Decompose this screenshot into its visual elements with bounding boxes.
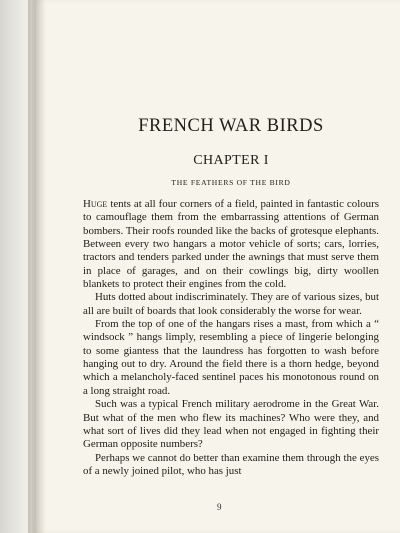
- paragraph-lead-word: Huge: [83, 198, 108, 210]
- chapter-number: CHAPTER I: [193, 153, 269, 168]
- paragraph-3: [83, 318, 379, 398]
- paragraph-text: Perhaps we cannot do better than examine them through the eyes of a newly joined pilot, who has just: [83, 451, 379, 477]
- paragraph-4: [83, 398, 379, 451]
- book-page: [34, 0, 400, 533]
- book-title: FRENCH WAR BIRDS: [138, 116, 324, 136]
- paragraph-2: [83, 291, 379, 318]
- paragraph-text: From the top of one of the hangars rises a mast, from which a “ windsock ” hangs limply, resembling a piece of lingerie belonging to some giantess that the laundress has forgotten to wash before hanging out to dry. Around the field there is a thorn hedge, beyond which a melancholy-faced sentinel paces his monotonous round on a long straight road.: [83, 318, 379, 397]
- paragraph-1: [83, 198, 379, 291]
- paragraph-text: Such was a typical French military aerodrome in the Great War. But what of the men who flew its machines? Who were they, and what sort of lives did they lead when not engaged in fighting their German opposite numbers?: [83, 398, 379, 451]
- paragraph-text: tents at all four corners of a field, painted in fantastic colours to camouflage them from the embarrassing attentions of German bombers. Their roofs rounded like the backs of grotesque elephants. Between every two hangars a motor vehicle of sorts; cars, lorries, tractors and tenders parked under the awnings that must serve them in place of garages, and on their cowlings big, dirty woollen blankets to protect their engines from the cold.: [83, 198, 379, 291]
- chapter-title: THE FEATHERS OF THE BIRD: [171, 178, 291, 187]
- paragraph-5: [83, 452, 379, 479]
- gutter-shadow: [28, 0, 46, 533]
- page-number: 9: [217, 502, 222, 512]
- paragraph-text: Huts dotted about indiscriminately. They are of various sizes, but all are built of boards that look considerably the worse for wear.: [83, 291, 379, 317]
- page-text-block: [83, 116, 379, 478]
